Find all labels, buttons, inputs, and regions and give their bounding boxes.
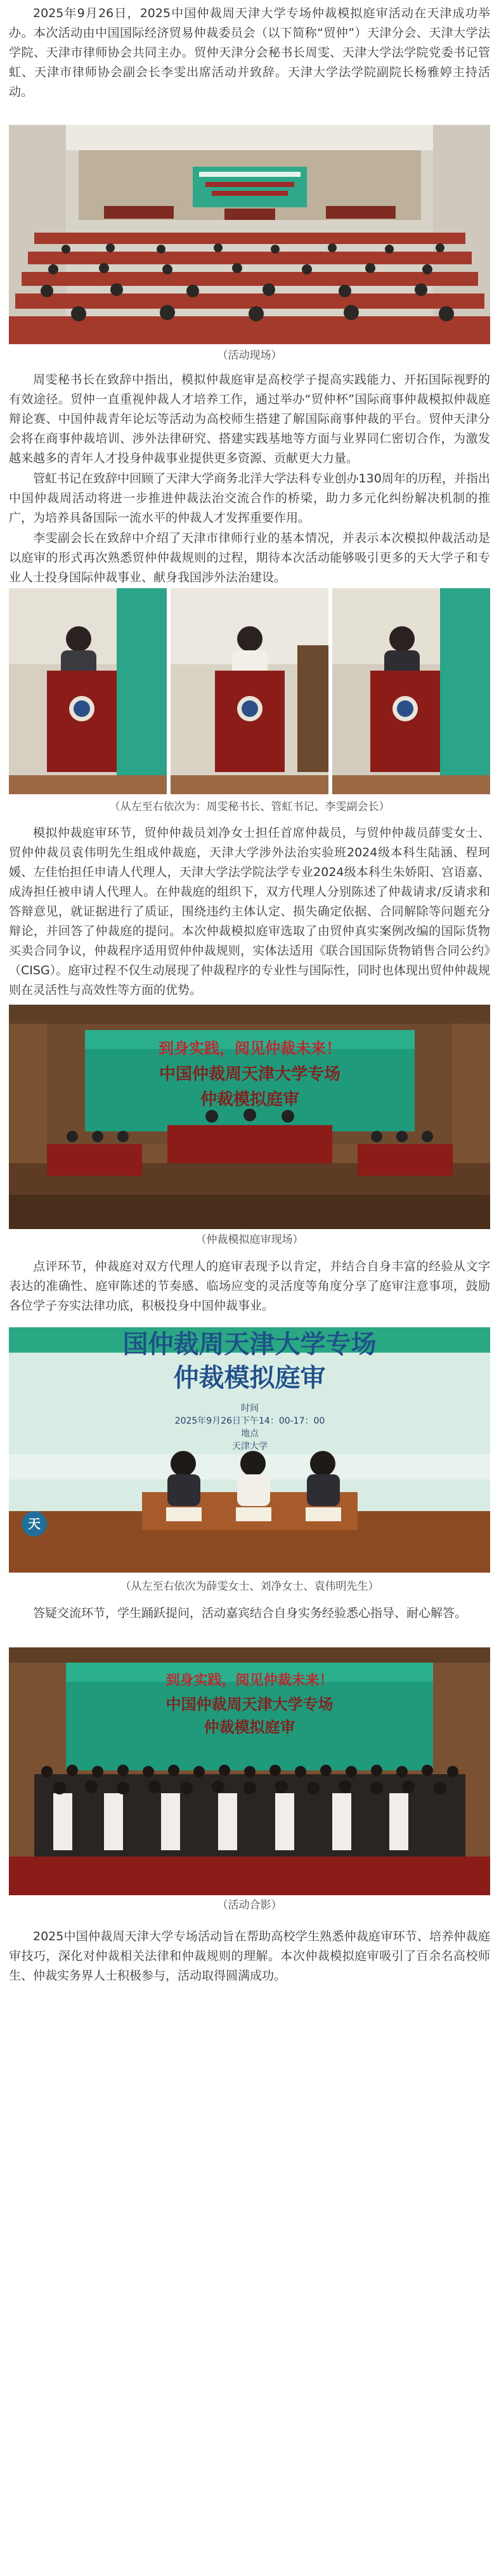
event-time-value: 2025年9月26日下午14：00-17：00: [174, 1416, 325, 1426]
banner-slogan: 到身实践，阅见仲裁未来！: [159, 1039, 341, 1057]
closing-paragraph: 2025中国仲裁周天津大学专场活动旨在帮助高校学生熟悉仲裁庭审环节、培养仲裁庭审技巧，深化对仲裁相关法律和仲裁规则的理解。本次仲裁模拟庭审吸引了百余名高校师生、仲裁实务界人士积极参与，活动取得圆满成功。: [9, 1929, 490, 1983]
venue-photo-illustration: [9, 125, 490, 344]
group-banner-title-line2: 仲裁模拟庭审: [204, 1718, 295, 1736]
big-banner-title-line1: 国仲裁周天津大学专场: [122, 1329, 377, 1359]
speech-guan-paragraph: 管虹书记在致辞中回顾了天津大学商务北洋大学法科专业创办130周年的历程，并指出中国仲裁周活动将进一步推进仲裁法治交流合作的桥梁，助力多元化纠纷解决机制的推广，为培养具备国际一流水平的仲裁人才发挥重要作用。: [9, 472, 490, 525]
speaker-zhou-image: [9, 588, 167, 794]
qa-paragraph: 答疑交流环节，学生踊跃提问，活动嘉宾结合自身实务经验悉心指导、耐心解答。: [33, 1606, 467, 1620]
review-paragraph: 点评环节，仲裁庭对双方代理人的庭审表现予以肯定，并结合自身丰富的经验从文字表达的准确性、庭审陈述的节奏感、临场应变的灵活度等角度分享了庭审注意事项，鼓励各位学子夯实法律功底，积极投身中国仲裁事业。: [9, 1259, 490, 1313]
speaker-li-image: [332, 588, 490, 794]
speakers-photo-caption: （从左至右依次为：周雯秘书长、管虹书记、李雯副会长）: [109, 801, 390, 813]
event-place-row: [136, 1427, 364, 1440]
mock-tribunal-photo: [9, 1005, 490, 1229]
speaker-panel-right: [332, 588, 490, 794]
speakers-photo: [9, 588, 490, 794]
mock-tribunal-banner-text: [85, 1038, 415, 1112]
time-label: 时间: [241, 1403, 259, 1414]
big-banner-title-line2: 仲裁模拟庭审: [173, 1363, 326, 1393]
group-banner-text: [66, 1670, 433, 1739]
group-banner-slogan: 到身实践，阅见仲裁未来！: [165, 1672, 334, 1689]
event-place-value: 天津大学: [232, 1441, 268, 1452]
venue-photo: [9, 125, 490, 344]
group-banner-title-line1: 中国仲裁周天津大学专场: [165, 1695, 334, 1713]
speaker-guan-image: [171, 588, 328, 794]
arbitrators-banner-text: [9, 1329, 490, 1396]
place-label: 地点: [241, 1429, 259, 1439]
speech-zhou-paragraph: 周雯秘书长在致辞中指出，模拟仲裁庭审是高校学子提高实践能力、开拓国际视野的有效途径。贸仲一直重视仲裁人才培养工作，通过举办“贸仲杯”国际商事仲裁模拟仲裁庭辩论赛、中国仲裁青年论坛等活动为高校师生搭建了解国际商事仲裁的平台。贸仲天津分会将在商事仲裁培训、涉外法律研究、搭建实践基地等方面与业界同仁密切合作，为激发越来越多的青年人才投身仲裁事业提供更多资源、贡献更大力量。: [9, 373, 490, 465]
mock-tribunal-caption: （仲裁模拟庭审现场）: [195, 1233, 304, 1246]
speaker-panel-middle: [171, 588, 328, 794]
speaker-panel-left: [9, 588, 167, 794]
arbitrators-photo-caption: （从左至右依次为薛雯女士、刘净女士、袁伟明先生）: [120, 1580, 379, 1593]
speech-li-paragraph: 李雯副会长在致辞中介绍了天津市律师行业的基本情况，并表示本次模拟仲裁活动是以庭审的形式再次熟悉贸仲仲裁规则的过程，期待本次活动能够吸引更多的天大学子和专业人士投身国际仲裁事业、献身我国涉外法治建设。: [9, 531, 490, 584]
venue-photo-caption: （活动现场）: [217, 349, 282, 362]
banner-title-line2: 仲裁模拟庭审: [200, 1090, 299, 1109]
group-photo: [9, 1647, 490, 1895]
event-info: [136, 1402, 364, 1453]
university-logo: 天: [28, 1516, 41, 1531]
mock-hearing-paragraph: 模拟仲裁庭审环节，贸仲仲裁员刘净女士担任首席仲裁员，与贸仲仲裁员薛雯女士、贸仲仲裁员袁伟明先生组成仲裁庭，天津大学涉外法治实验班2024级本科生陆涵、程珂媛、左佳怡担任申请人代理人，天津大学法学院法学专业2024级本科生朱娇阳、宫语嘉、成涛担任被申请人代理人。在仲裁庭的组织下，双方代理人分别陈述了仲裁请求/反请求和答辩意见，就证据进行了质证，围绕违约主体认定、损失确定依据、合同解除等问题充分辩论，并回答了仲裁庭的提问。本次仲裁模拟庭审选取了由贸仲真实案例改编的国际货物买卖合同争议，仲裁程序适用贸仲仲裁规则，实体法适用《联合国国际货物销售合同公约》（CISG）。庭审过程不仅生动展现了仲裁程序的专业性与国际性，同时也体现出贸仲仲裁规则在灵活性与高效性等方面的优势。: [9, 826, 490, 997]
event-time-row: [136, 1402, 364, 1415]
intro-paragraph: 2025年9月26日，2025中国仲裁周天津大学专场仲裁模拟庭审活动在天津成功举办。本次活动由中国国际经济贸易仲裁委员会（以下简称“贸仲”）天津分会、天津大学法学院、天津市律师协会共同主办。贸仲天津分会秘书长周雯、天津大学法学院党委书记管虹、天津市律师协会副会长李雯出席活动并致辞。天津大学法学院副院长杨雅婷主持活动。: [9, 6, 490, 99]
group-photo-caption: （活动合影）: [217, 1899, 282, 1912]
arbitrators-photo: [9, 1327, 490, 1573]
banner-title-line1: 中国仲裁周天津大学专场: [159, 1065, 340, 1084]
